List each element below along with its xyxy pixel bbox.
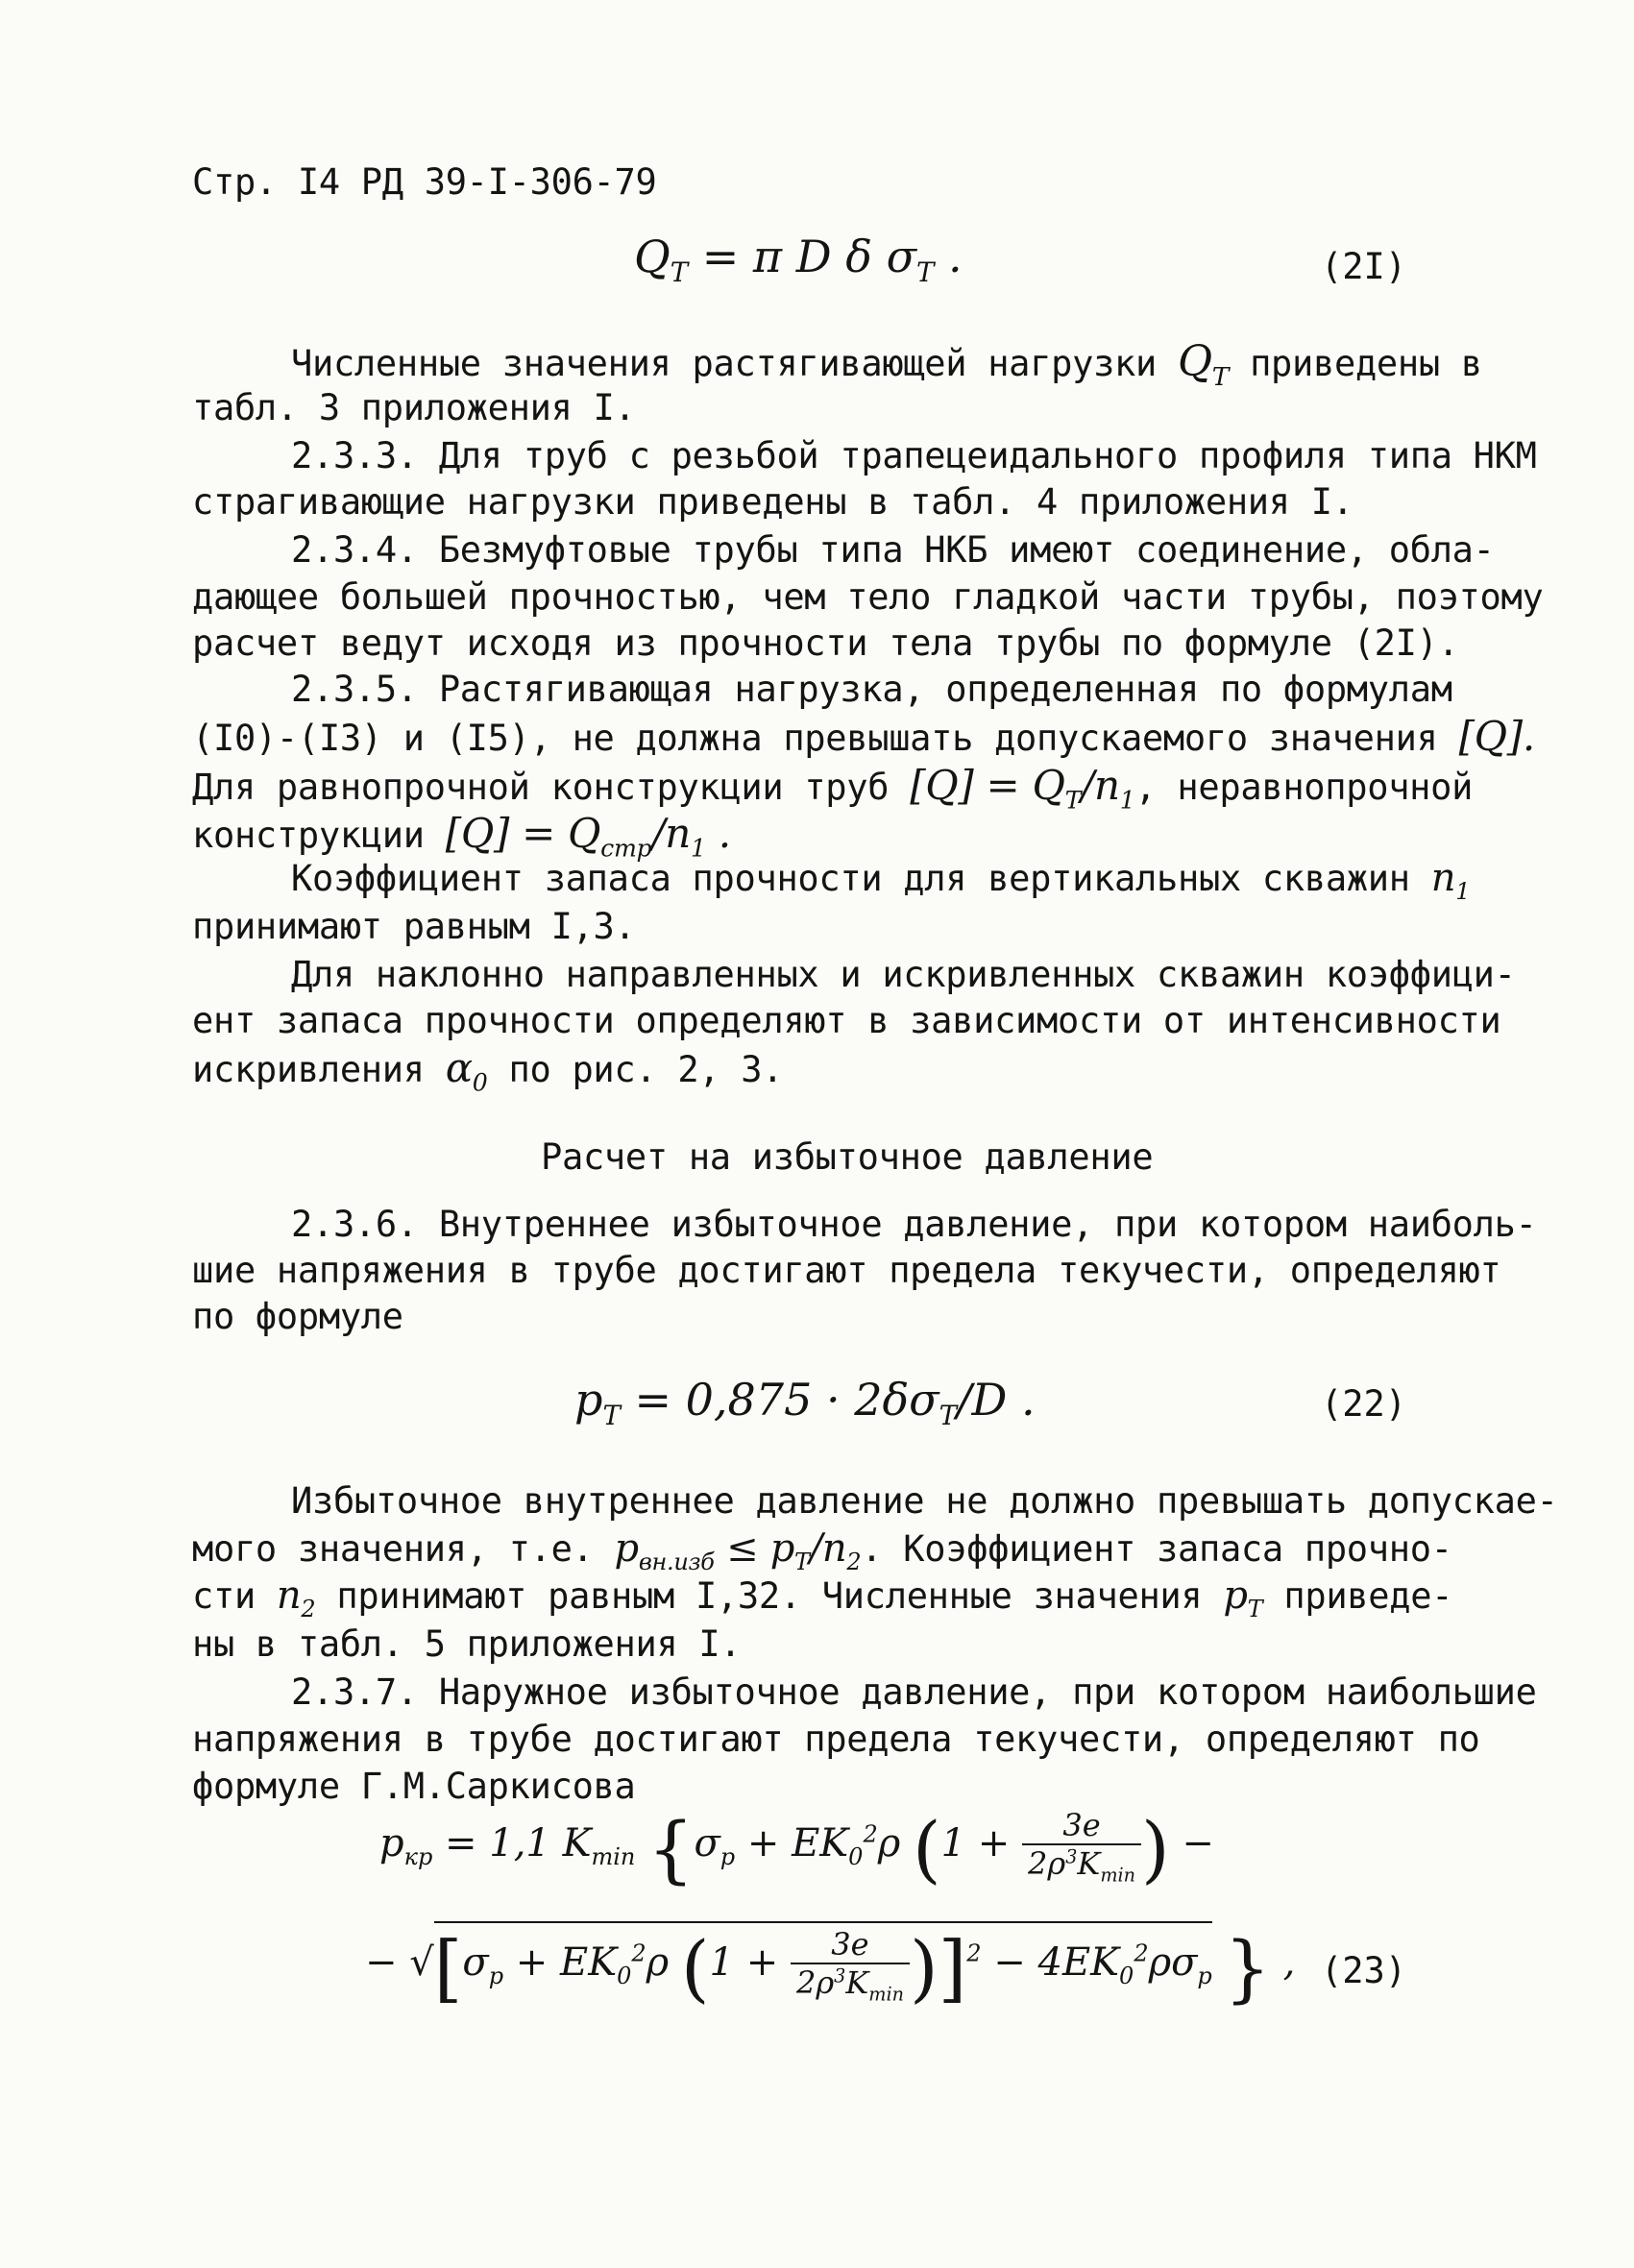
equation-23-line-2: − $√[\sigma_p + EK_0^2\rho$ (1 + $\frac{3e}{2\rho^3K_{min}}$ )]$^2 - 4EK_0^2\rho\sigma_p$ } ,: [365, 1921, 1295, 2011]
paragraph-line: формуле Г.М.Саркисова: [192, 1766, 636, 1807]
paragraph-line: дающее большей прочностью, чем тело гладкой части трубы, поэтому: [192, 576, 1544, 618]
paragraph-line: 2.3.3. Для труб с резьбой трапецеидального профиля типа НКМ: [291, 435, 1537, 476]
paragraph-line: искривления $\alpha_0$ по рис. 2, 3.: [192, 1044, 784, 1097]
paragraph-line: принимают равным I,3.: [192, 906, 636, 947]
paragraph-line: 2.3.6. Внутреннее избыточное давление, при котором наиболь-: [291, 1204, 1537, 1245]
paragraph-line: Для наклонно направленных и искривленных скважин коэффици-: [291, 954, 1516, 995]
paragraph-line: страгивающие нагрузки приведены в табл. 4 приложения I.: [192, 481, 1354, 523]
equation-23-line-1: $p_{кр} = 1,1$ $K_{min}$ {$\sigma_p + EK_0^2\rho$ (1 + $\frac{3e}{2\rho^3K_{min}}$ ) −: [379, 1806, 1214, 1891]
paragraph-line: 2.3.7. Наружное избыточное давление, при котором наибольшие: [291, 1671, 1537, 1713]
paragraph-line: табл. 3 приложения I.: [192, 387, 636, 428]
equation-number-23: (23): [1321, 1950, 1407, 1991]
paragraph-line: мого значения, т.е. $p_{вн.изб} \le p_T/n_2$. Коэффициент запаса прочно-: [192, 1526, 1452, 1575]
paragraph-line: 2.3.5. Растягивающая нагрузка, определенная по формулам: [291, 669, 1452, 710]
equation-21: $Q_T = \pi$ D δ $\sigma_T$ .: [634, 231, 963, 289]
paragraph-line: ент запаса прочности определяют в зависимости от интенсивности: [192, 1000, 1501, 1041]
section-title: Расчет на избыточное давление: [541, 1136, 1154, 1178]
equation-number-22: (22): [1321, 1383, 1407, 1425]
paragraph-line: ны в табл. 5 приложения I.: [192, 1623, 742, 1665]
paragraph-line: шие напряжения в трубе достигают предела текучести, определяют: [192, 1250, 1501, 1291]
paragraph-line: Численные значения растягивающей нагрузки $Q_T$ приведены в: [291, 337, 1482, 392]
paragraph-line: расчет ведут исходя из прочности тела трубы по формуле (2I).: [192, 622, 1459, 664]
paragraph-line: сти $n_2$ принимают равным I,32. Численные значения $p_T$ приведе-: [192, 1573, 1453, 1622]
equation-number-21: (2I): [1321, 246, 1407, 287]
paragraph-line: Для равнопрочной конструкции труб $[Q] = Q_T/n_1$, неравнопрочной: [192, 762, 1474, 815]
page-header: Стр. I4 РД 39-I-306-79: [192, 161, 657, 203]
paragraph-line: конструкции $[Q] = Q_{стр}/n_1$ .: [192, 810, 731, 863]
paragraph-line: Избыточное внутреннее давление не должно превышать допускае-: [291, 1480, 1558, 1522]
paragraph-line: напряжения в трубе достигают предела текучести, определяют по: [192, 1719, 1480, 1760]
equation-22: $p_T = 0,875 \cdot 2\delta\sigma_T/D$ .: [574, 1374, 1036, 1432]
paragraph-line: Коэффициент запаса прочности для вертикальных скважин $n_1$: [291, 856, 1471, 905]
paragraph-line: (I0)-(I3) и (I5), не должна превышать допускаемого значения [Q].: [192, 713, 1535, 760]
paragraph-line: 2.3.4. Безмуфтовые трубы типа НКБ имеют соединение, обла-: [291, 529, 1495, 571]
paragraph-line: по формуле: [192, 1296, 403, 1337]
